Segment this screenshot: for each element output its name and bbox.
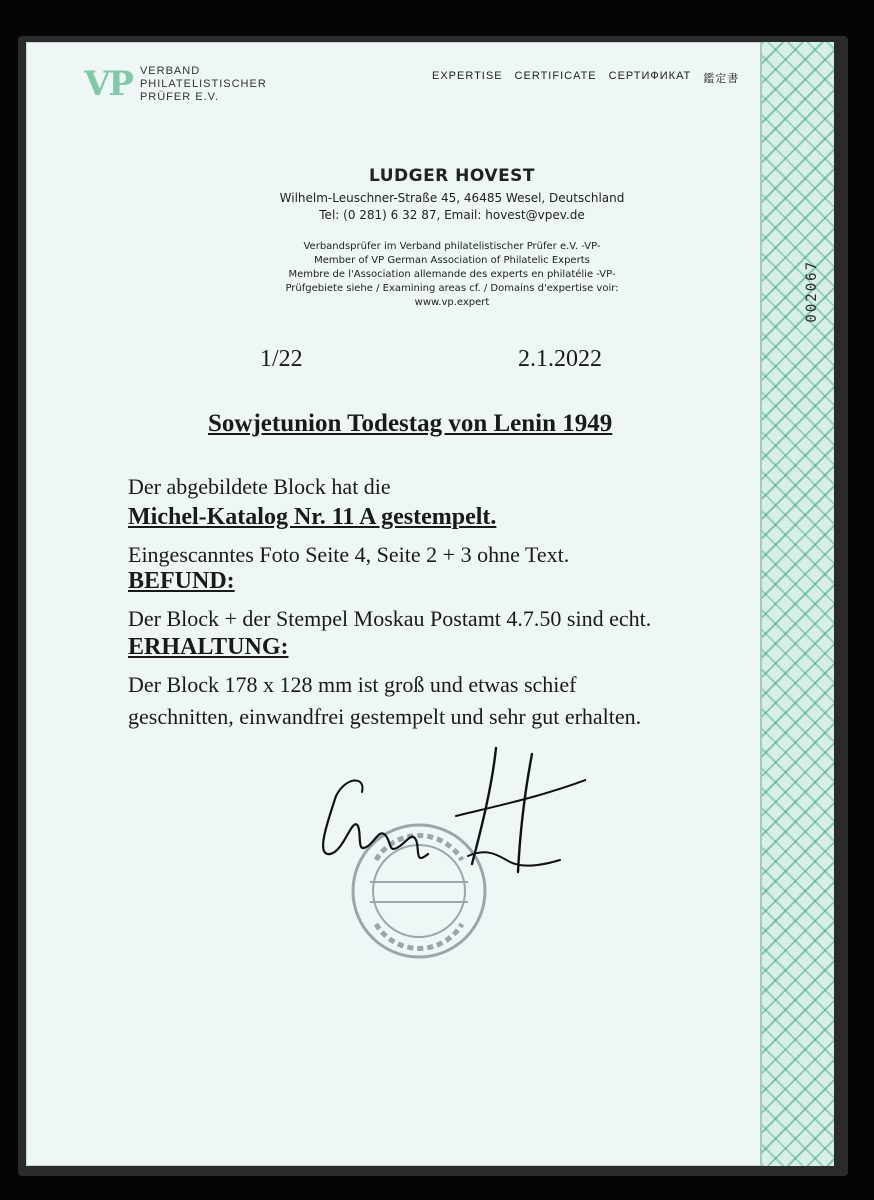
body-text-line: Der Block 178 x 128 mm ist groß und etwas schief: [128, 672, 577, 697]
serial-number: 002067: [804, 260, 820, 323]
tag-certificate: CERTIFICATE: [514, 70, 597, 82]
expert-name: LUDGER HOVEST: [368, 166, 536, 186]
org-name-line: VERBAND: [139, 64, 201, 77]
certificate-paper: [26, 42, 834, 1166]
body-text-line: geschnitten, einwandfrei gestempelt und sehr gut erhalten.: [128, 704, 642, 729]
org-name-line: PHILATELISTISCHER: [139, 77, 267, 90]
membership-website: www.vp.expert: [414, 297, 490, 308]
membership-line: Prüfgebiete siehe / Examining areas cf. / Domains d'expertise voir:: [285, 283, 619, 294]
expert-contact: [226, 190, 678, 224]
tag-certificate-jp: 鑑定書: [703, 73, 740, 85]
tag-certificate-ru: СЕРТИФИКАТ: [608, 70, 692, 82]
expert-address: Wilhelm-Leuschner-Straße 45, 46485 Wesel, Deutschland: [279, 191, 625, 205]
membership-line: Membre de l'Association allemande des experts en philatélie -VP-: [288, 269, 616, 280]
vp-logo-mark: VP: [84, 64, 132, 104]
certificate-date: 2.1.2022: [518, 346, 602, 372]
org-name: [140, 65, 267, 104]
membership-line: Verbandsprüfer im Verband philatelistischer Prüfer e.V. -VP-: [303, 241, 601, 252]
heading-befund: BEFUND:: [128, 568, 235, 594]
certificate-number: 1/22: [260, 346, 303, 372]
certificate-title: Sowjetunion Todestag von Lenin 1949: [208, 410, 613, 437]
membership-info: [226, 240, 678, 310]
org-name-line: PRÜFER E.V.: [139, 90, 220, 103]
catalog-number: Michel-Katalog Nr. 11 A gestempelt.: [128, 504, 497, 530]
security-border: [760, 42, 834, 1166]
heading-erhaltung: ERHALTUNG:: [128, 634, 289, 660]
membership-line: Member of VP German Association of Philatelic Experts: [314, 255, 590, 266]
body-text-line: Der Block + der Stempel Moskau Postamt 4.7.50 sind echt.: [128, 606, 652, 631]
body-text-line: Der abgebildete Block hat die: [128, 474, 391, 499]
body-text-line: Eingescanntes Foto Seite 4, Seite 2 + 3 ohne Text.: [128, 542, 570, 567]
handwritten-signature: [296, 736, 586, 886]
tag-expertise: EXPERTISE: [432, 70, 503, 82]
vp-logo: [84, 64, 267, 104]
document-type-tags: [432, 70, 739, 86]
expert-phone-email: Tel: (0 281) 6 32 87, Email: hovest@vpev.de: [319, 208, 585, 222]
